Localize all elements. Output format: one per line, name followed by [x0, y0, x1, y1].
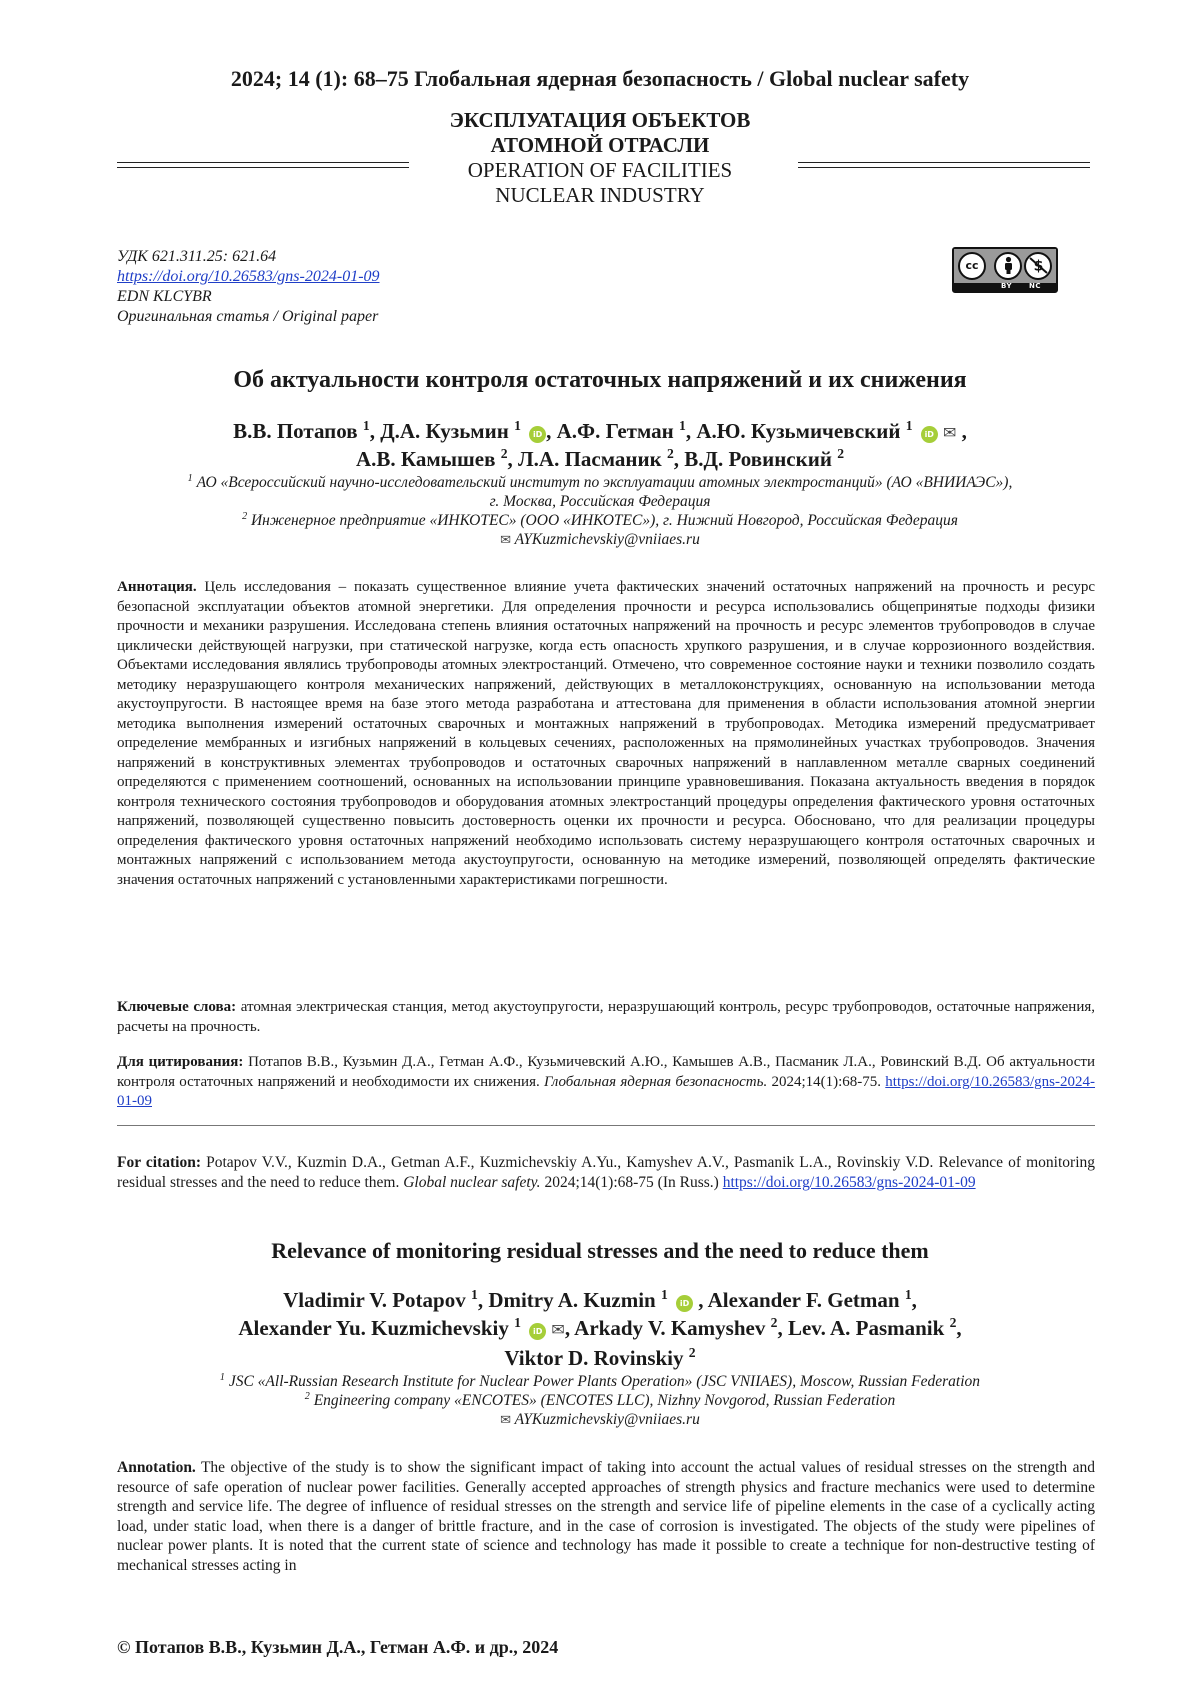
separator: ,: [686, 419, 691, 443]
paper-type: Оригинальная статья / Original paper: [117, 307, 380, 327]
envelope-icon: ✉: [500, 531, 511, 550]
affil-marker: 1: [514, 1315, 521, 1330]
ru-affiliation-1: АО «Всероссийский научно-исследовательский институт по эксплуатации атомных электростанций» (АО «ВНИИАЭС»),: [197, 474, 1013, 491]
en-authors-line1: [105, 1286, 1095, 1314]
ru-annotation-label: Аннотация.: [117, 579, 197, 595]
cc-license-badge[interactable]: [952, 247, 1058, 293]
affil-marker: 2: [242, 511, 247, 522]
ru-author: А.Ю. Кузьмичевский: [696, 419, 900, 443]
affil-marker: 2: [771, 1315, 778, 1330]
affil-marker: 2: [667, 446, 674, 461]
ru-author: Л.А. Пасманик: [518, 447, 662, 471]
separator: ,: [565, 1316, 570, 1340]
section-en-line1: OPERATION OF FACILITIES: [380, 158, 820, 183]
no-dollar-glyph: [1027, 254, 1050, 277]
ru-authors-line1: [105, 418, 1095, 446]
en-authors: [105, 1286, 1095, 1372]
separator: ,: [962, 419, 967, 443]
en-citation-label: For citation:: [117, 1154, 201, 1171]
affil-marker: 1: [661, 1287, 668, 1302]
en-affiliation-1: JSC «All-Russian Research Institute for Nuclear Power Plants Operation» (JSC VNIIAES), Moscow, Russian Federation: [229, 1373, 980, 1390]
separator: ,: [508, 447, 513, 471]
affil-marker: 1: [471, 1287, 478, 1302]
cc-icon: cc: [958, 252, 986, 280]
section-ru-line2: АТОМНОЙ ОТРАСЛИ: [380, 133, 820, 158]
en-author: Arkady V. Kamyshev: [574, 1316, 765, 1340]
en-annotation-text: The objective of the study is to show the significant impact of taking into account the actual values of residual stresses on the strength and resource of safe operation of nuclear power facilities. Generally accepted approaches of strength physics and fracture mechanics were used to determine strength and service life. The degree of influence of residual stresses on the strength and service life of pipeline elements in the case of a cyclically acting load, under static load, when there is a danger of brittle fracture, and in the case of corrosion is investigated. The objects of the study were pipelines of nuclear power plants. It is noted that the current state of science and technology has made it possible to create a technique for non-destructive testing of mechanical stresses acting in: [117, 1459, 1095, 1574]
affil-marker: 1: [514, 418, 521, 433]
affil-marker: 2: [305, 1391, 310, 1402]
section-ru-line1: ЭКСПЛУАТАЦИЯ ОБЪЕКТОВ: [380, 108, 820, 133]
orcid-icon[interactable]: iD: [921, 426, 938, 443]
en-citation: [117, 1153, 1095, 1192]
nc-label: NC: [1029, 282, 1041, 290]
en-authors-line3: [105, 1344, 1095, 1372]
copyright-footer: © Потапов В.В., Кузьмин Д.А., Гетман А.Ф. и др., 2024: [117, 1637, 558, 1658]
envelope-icon[interactable]: ✉: [943, 419, 956, 446]
en-author: Lev. A. Pasmanik: [788, 1316, 944, 1340]
ru-citation-text: Потапов В.В., Кузьмин Д.А., Гетман А.Ф., Кузьмичевский А.Ю., Камышев А.В., Пасманик Л.А., Ровинский В.Д. Об актуальности контроля остаточных напряжений и необходимости их снижения.: [117, 1054, 1095, 1090]
en-authors-line2: [105, 1314, 1095, 1344]
doi-link[interactable]: https://doi.org/10.26583/gns-2024-01-09: [117, 268, 380, 285]
no-dollar-icon: [1024, 252, 1052, 280]
en-author: Dmitry A. Kuzmin: [488, 1288, 655, 1312]
envelope-icon: ✉: [500, 1411, 511, 1430]
en-author: Viktor D. Rovinskiy: [504, 1346, 683, 1370]
ru-citation-journal: Глобальная ядерная безопасность.: [544, 1074, 767, 1090]
ru-authors: [105, 418, 1095, 473]
ru-citation-label: Для цитирования:: [117, 1054, 243, 1070]
article-meta: [117, 247, 380, 327]
ru-author: Д.А. Кузьмин: [380, 419, 509, 443]
section-heading: [380, 108, 820, 208]
section-en-line2: NUCLEAR INDUSTRY: [380, 183, 820, 208]
ru-keywords-label: Ключевые слова:: [117, 999, 236, 1015]
affil-marker: 1: [188, 473, 193, 484]
edn: EDN KLCYBR: [117, 287, 380, 307]
separator: ,: [546, 419, 551, 443]
en-author: Alexander Yu. Kuzmichevskiy: [238, 1316, 509, 1340]
en-article-title: Relevance of monitoring residual stresses and the need to reduce them: [105, 1238, 1095, 1264]
orcid-icon[interactable]: iD: [529, 1323, 546, 1340]
en-annotation-label: Annotation.: [117, 1459, 196, 1476]
person-icon: [994, 252, 1022, 280]
ru-author: А.В. Камышев: [356, 447, 495, 471]
en-author: Alexander F. Getman: [708, 1288, 900, 1312]
ru-email[interactable]: AYKuzmichevskiy@vniiaes.ru: [515, 531, 700, 548]
separator: ,: [912, 1288, 917, 1312]
en-annotation: [117, 1458, 1095, 1575]
en-affiliation-2: Engineering company «ENCOTES» (ENCOTES LLC), Nizhny Novgorod, Russian Federation: [314, 1392, 896, 1409]
envelope-icon[interactable]: ✉: [551, 1316, 564, 1344]
by-label: BY: [1001, 282, 1012, 290]
en-author: Vladimir V. Potapov: [283, 1288, 466, 1312]
separator: ,: [956, 1316, 961, 1340]
ru-citation: [117, 1053, 1095, 1112]
udc: УДК 621.311.25: 621.64: [117, 247, 380, 267]
ru-article-title: Об актуальности контроля остаточных напряжений и их снижения: [105, 367, 1095, 394]
ru-citation-pages: 2024;14(1):68-75.: [771, 1074, 881, 1090]
orcid-icon[interactable]: iD: [676, 1295, 693, 1312]
ru-affiliation-2: Инженерное предприятие «ИНКОТЕС» (ООО «ИНКОТЕС»), г. Нижний Новгород, Российская Федерация: [251, 512, 958, 529]
en-citation-pages: 2024;14(1):68-75 (In Russ.): [544, 1174, 718, 1191]
section-divider: [117, 1125, 1095, 1126]
separator: ,: [370, 419, 375, 443]
affil-marker: 1: [906, 418, 913, 433]
separator: ,: [674, 447, 679, 471]
ru-annotation-text: Цель исследования – показать существенное влияние учета фактических значений остаточных напряжений на прочность и ресурс безопасной эксплуатации объектов атомной энергетики. Для определения прочности и ресурса использовались общепринятые подходы физики прочности и механики разрушения. Исследована степень влияния остаточных напряжений на прочность и ресурс элементов трубопроводов в случае циклически действующей нагрузки, при статической нагрузке, когда есть опасность хрупкого разрушения, и в случае коррозионного воздействия. Объектами исследования являлись трубопроводы атомных электростанций. Отмечено, что современное состояние науки и техники позволило создать методику неразрушающего контроля механических напряжений, действующих в металлоконструкциях, основанную на использовании метода акустоупругости. В настоящее время на базе этого метода разработана и аттестована для применения в области использования атомной энергии методика выполнения измерений остаточных сварочных и монтажных напряжений в трубопроводах. Методика измерений предусматривает определение мембранных и изгибных напряжений в кольцевых сечениях, расположенных на прямолинейных участках трубопроводов. Значения напряжений в конструктивных элементах трубопроводов и остаточных сварочных напряжений в наплавленном металле сварных соединений определяются с применением соотношений, основанных на использовании принципе уравновешивания. Показана актуальность введения в порядок контроля технического состояния трубопроводов и оборудования атомных электростанций процедуры определения фактического уровня остаточных напряжений, позволяющей существенно повысить достоверность оценки их прочности и ресурса. Обосновано, что для реализации процедуры определения фактического уровня остаточных напряжений необходимо использовать систему неразрушающего контроля остаточных сварочных и монтажных напряжений с использованием метода акустоупругости, основанную на методике измерений, позволяющей определять фактические значения остаточных напряжений с установленными характеристиками погрешности.: [117, 579, 1095, 888]
affil-marker: 1: [905, 1287, 912, 1302]
ru-affiliations: [105, 473, 1095, 550]
orcid-icon[interactable]: iD: [529, 426, 546, 443]
affil-marker: 2: [837, 446, 844, 461]
en-citation-journal: Global nuclear safety.: [403, 1174, 540, 1191]
affil-marker: 2: [689, 1345, 696, 1360]
separator: ,: [478, 1288, 483, 1312]
ru-author: В.Д. Ровинский: [684, 447, 832, 471]
affil-marker: 1: [220, 1372, 225, 1383]
affil-marker: 1: [679, 418, 686, 433]
ru-author: А.Ф. Гетман: [557, 419, 674, 443]
ru-keywords: [117, 998, 1095, 1037]
en-email[interactable]: AYKuzmichevskiy@vniiaes.ru: [515, 1411, 700, 1428]
affil-marker: 1: [363, 418, 370, 433]
ru-annotation: [117, 578, 1095, 890]
en-citation-doi-link[interactable]: https://doi.org/10.26583/gns-2024-01-09: [723, 1174, 976, 1191]
affil-marker: 2: [501, 446, 508, 461]
en-affiliations: [105, 1372, 1095, 1430]
ru-author: В.В. Потапов: [233, 419, 358, 443]
separator: ,: [698, 1288, 703, 1312]
left-double-rule: [117, 162, 409, 168]
ru-keywords-text: атомная электрическая станция, метод акустоупругости, неразрушающий контроль, ресурс трубопроводов, остаточные напряжения, расчеты на прочность.: [117, 999, 1095, 1035]
en-citation-text: Potapov V.V., Kuzmin D.A., Getman A.F., Kuzmichevskiy A.Yu., Kamyshev A.V., Pasmanik L.A., Rovinskiy V.D. Relevance of monitoring residual stresses and the need to reduce them.: [117, 1154, 1095, 1191]
affil-marker: 2: [950, 1315, 957, 1330]
separator: ,: [777, 1316, 782, 1340]
ru-authors-line2: [105, 446, 1095, 473]
right-double-rule: [798, 162, 1090, 168]
person-glyph: [997, 254, 1020, 277]
ru-affiliation-1-city: г. Москва, Российская Федерация: [105, 492, 1095, 511]
journal-header: 2024; 14 (1): 68–75 Глобальная ядерная безопасность / Global nuclear safety: [0, 66, 1200, 92]
ru-citation-doi-link[interactable]: https://doi.org/10.26583/gns-2024-01-09: [117, 1074, 1095, 1110]
